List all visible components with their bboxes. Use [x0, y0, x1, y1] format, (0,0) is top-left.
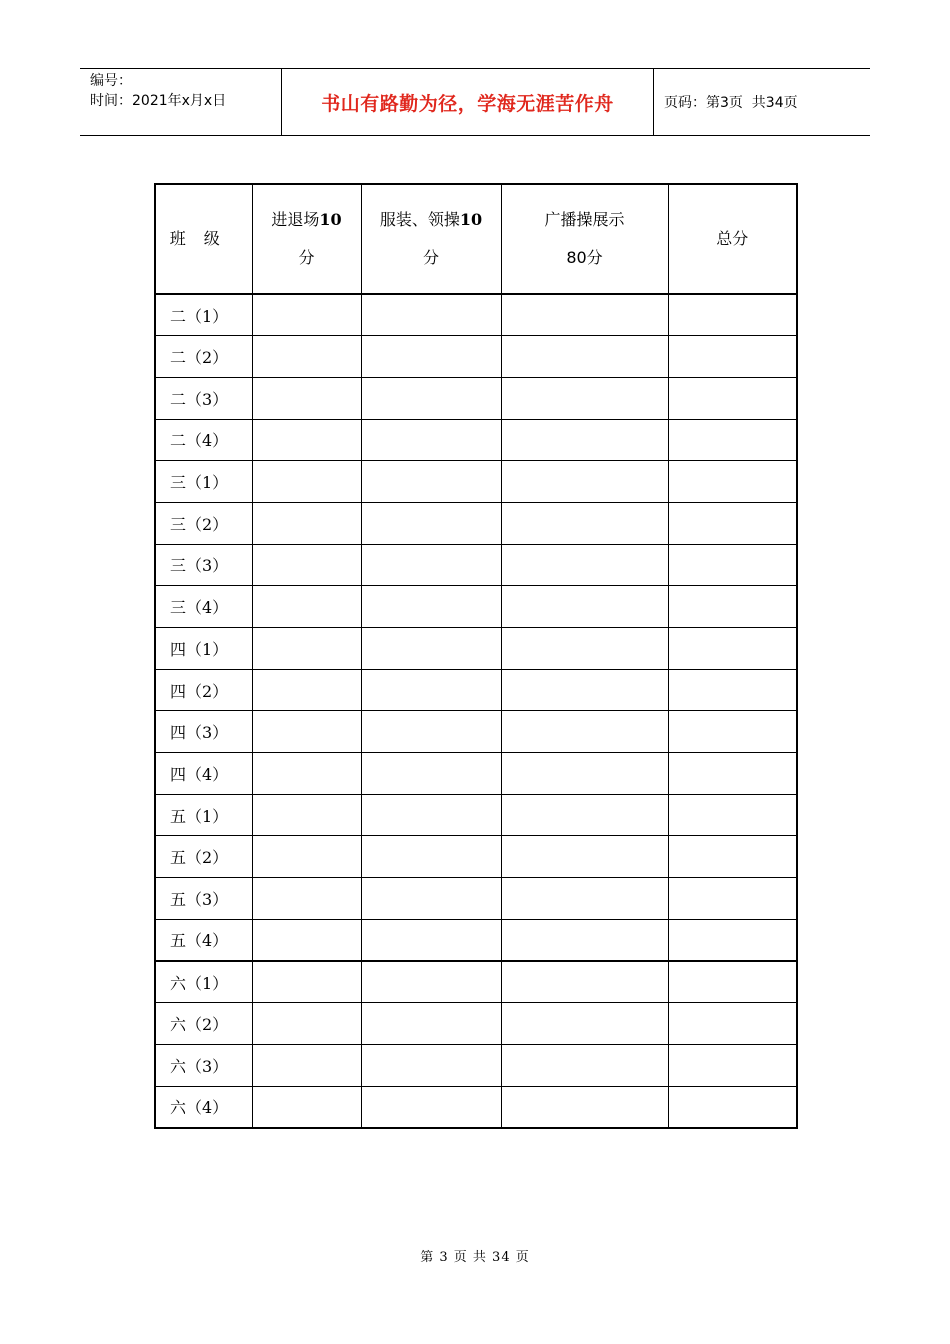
page-header: [80, 68, 870, 136]
show-score-cell: [501, 753, 668, 795]
entry-score-cell: [252, 878, 361, 920]
table-row: [155, 544, 797, 586]
table-row: [155, 919, 797, 961]
header-page-info: [654, 69, 870, 135]
total-score-cell: [668, 961, 797, 1003]
dress-score-cell: [361, 878, 501, 920]
entry-score-cell: [252, 586, 361, 628]
show-score-cell: [501, 336, 668, 378]
header-total: 总分: [668, 184, 797, 294]
show-score-cell: [501, 794, 668, 836]
class-cell: 六（4）: [155, 1086, 252, 1128]
show-score-cell: [501, 1086, 668, 1128]
table-row: [155, 377, 797, 419]
class-cell: 二（4）: [155, 419, 252, 461]
entry-unit: 分: [298, 248, 315, 267]
table-row: [155, 794, 797, 836]
table-row: [155, 502, 797, 544]
table-row: [155, 669, 797, 711]
dress-score-cell: [361, 586, 501, 628]
show-score-cell: [501, 711, 668, 753]
show-score-cell: [501, 961, 668, 1003]
total-score-cell: [668, 919, 797, 961]
total-score-cell: [668, 669, 797, 711]
entry-score-cell: [252, 1086, 361, 1128]
total-score-cell: [668, 294, 797, 336]
number-label: 编号：: [90, 73, 132, 89]
dress-score-cell: [361, 294, 501, 336]
show-score-cell: [501, 294, 668, 336]
entry-score-cell: [252, 1003, 361, 1045]
class-cell: 四（1）: [155, 628, 252, 670]
table-row: [155, 628, 797, 670]
class-cell: 三（4）: [155, 586, 252, 628]
class-cell: 五（2）: [155, 836, 252, 878]
dress-score-cell: [361, 961, 501, 1003]
class-cell: 四（3）: [155, 711, 252, 753]
total-score-cell: [668, 836, 797, 878]
table-row: [155, 1044, 797, 1086]
dress-score-cell: [361, 1086, 501, 1128]
class-cell: 三（2）: [155, 502, 252, 544]
time-label: 时间：2021年x月x日: [90, 93, 227, 109]
header-class: 班级: [155, 184, 252, 294]
class-cell: 二（1）: [155, 294, 252, 336]
class-cell: 二（3）: [155, 377, 252, 419]
show-score-cell: [501, 1044, 668, 1086]
entry-points: 10: [319, 210, 342, 229]
class-cell: 四（2）: [155, 669, 252, 711]
total-score-cell: [668, 878, 797, 920]
page-label: 页码：第3页 共34页: [664, 95, 798, 111]
dress-score-cell: [361, 628, 501, 670]
header-meta: [80, 69, 282, 135]
entry-score-cell: [252, 377, 361, 419]
entry-score-cell: [252, 753, 361, 795]
entry-score-cell: [252, 419, 361, 461]
show-label: 广播操展示: [544, 210, 625, 229]
dress-score-cell: [361, 461, 501, 503]
total-score-cell: [668, 336, 797, 378]
show-score-cell: [501, 919, 668, 961]
dress-score-cell: [361, 919, 501, 961]
dress-score-cell: [361, 794, 501, 836]
total-score-cell: [668, 794, 797, 836]
show-points: 80分: [566, 248, 603, 267]
show-score-cell: [501, 419, 668, 461]
show-score-cell: [501, 836, 668, 878]
show-score-cell: [501, 628, 668, 670]
class-cell: 五（1）: [155, 794, 252, 836]
entry-score-cell: [252, 544, 361, 586]
table-row: [155, 1086, 797, 1128]
class-cell: 二（2）: [155, 336, 252, 378]
class-cell: 六（1）: [155, 961, 252, 1003]
dress-score-cell: [361, 836, 501, 878]
class-cell: 六（2）: [155, 1003, 252, 1045]
show-score-cell: [501, 502, 668, 544]
total-score-cell: [668, 628, 797, 670]
page-footer: 第 3 页 共 34 页: [420, 1250, 530, 1265]
class-cell: 三（3）: [155, 544, 252, 586]
table-row: [155, 753, 797, 795]
entry-score-cell: [252, 794, 361, 836]
show-score-cell: [501, 878, 668, 920]
total-score-cell: [668, 419, 797, 461]
table-header-row: [155, 184, 797, 294]
class-cell: 五（4）: [155, 919, 252, 961]
class-cell: 四（4）: [155, 753, 252, 795]
show-score-cell: [501, 1003, 668, 1045]
dress-unit: 分: [422, 248, 439, 267]
entry-score-cell: [252, 336, 361, 378]
dress-score-cell: [361, 669, 501, 711]
total-score-cell: [668, 544, 797, 586]
total-score-cell: [668, 1086, 797, 1128]
total-score-cell: [668, 586, 797, 628]
table-row: [155, 836, 797, 878]
entry-label: 进退场: [271, 210, 320, 229]
total-score-cell: [668, 377, 797, 419]
entry-score-cell: [252, 1044, 361, 1086]
entry-score-cell: [252, 669, 361, 711]
entry-score-cell: [252, 961, 361, 1003]
total-score-cell: [668, 1003, 797, 1045]
dress-label: 服装、领操: [379, 210, 460, 229]
entry-score-cell: [252, 502, 361, 544]
dress-score-cell: [361, 753, 501, 795]
table-row: [155, 878, 797, 920]
entry-score-cell: [252, 461, 361, 503]
class-cell: 六（3）: [155, 1044, 252, 1086]
dress-score-cell: [361, 336, 501, 378]
entry-score-cell: [252, 711, 361, 753]
entry-score-cell: [252, 294, 361, 336]
total-score-cell: [668, 753, 797, 795]
show-score-cell: [501, 586, 668, 628]
header-entry-exit: [252, 184, 361, 294]
table-row: [155, 419, 797, 461]
table-row: [155, 1003, 797, 1045]
show-score-cell: [501, 461, 668, 503]
dress-score-cell: [361, 377, 501, 419]
table-row: [155, 586, 797, 628]
dress-score-cell: [361, 1044, 501, 1086]
show-score-cell: [501, 669, 668, 711]
dress-score-cell: [361, 544, 501, 586]
entry-score-cell: [252, 628, 361, 670]
header-motto: 书山有路勤为径，学海无涯苦作舟: [282, 69, 654, 135]
score-table: [154, 183, 798, 1129]
dress-score-cell: [361, 419, 501, 461]
header-dress-lead: [361, 184, 501, 294]
entry-score-cell: [252, 919, 361, 961]
header-exercise-show: [501, 184, 668, 294]
table-row: [155, 294, 797, 336]
total-score-cell: [668, 461, 797, 503]
show-score-cell: [501, 377, 668, 419]
table-row: [155, 961, 797, 1003]
total-score-cell: [668, 1044, 797, 1086]
dress-points: 10: [459, 210, 483, 229]
dress-score-cell: [361, 502, 501, 544]
entry-score-cell: [252, 836, 361, 878]
class-cell: 三（1）: [155, 461, 252, 503]
table-row: [155, 461, 797, 503]
total-score-cell: [668, 502, 797, 544]
table-row: [155, 711, 797, 753]
dress-score-cell: [361, 711, 501, 753]
show-score-cell: [501, 544, 668, 586]
total-score-cell: [668, 711, 797, 753]
dress-score-cell: [361, 1003, 501, 1045]
class-cell: 五（3）: [155, 878, 252, 920]
table-row: [155, 336, 797, 378]
